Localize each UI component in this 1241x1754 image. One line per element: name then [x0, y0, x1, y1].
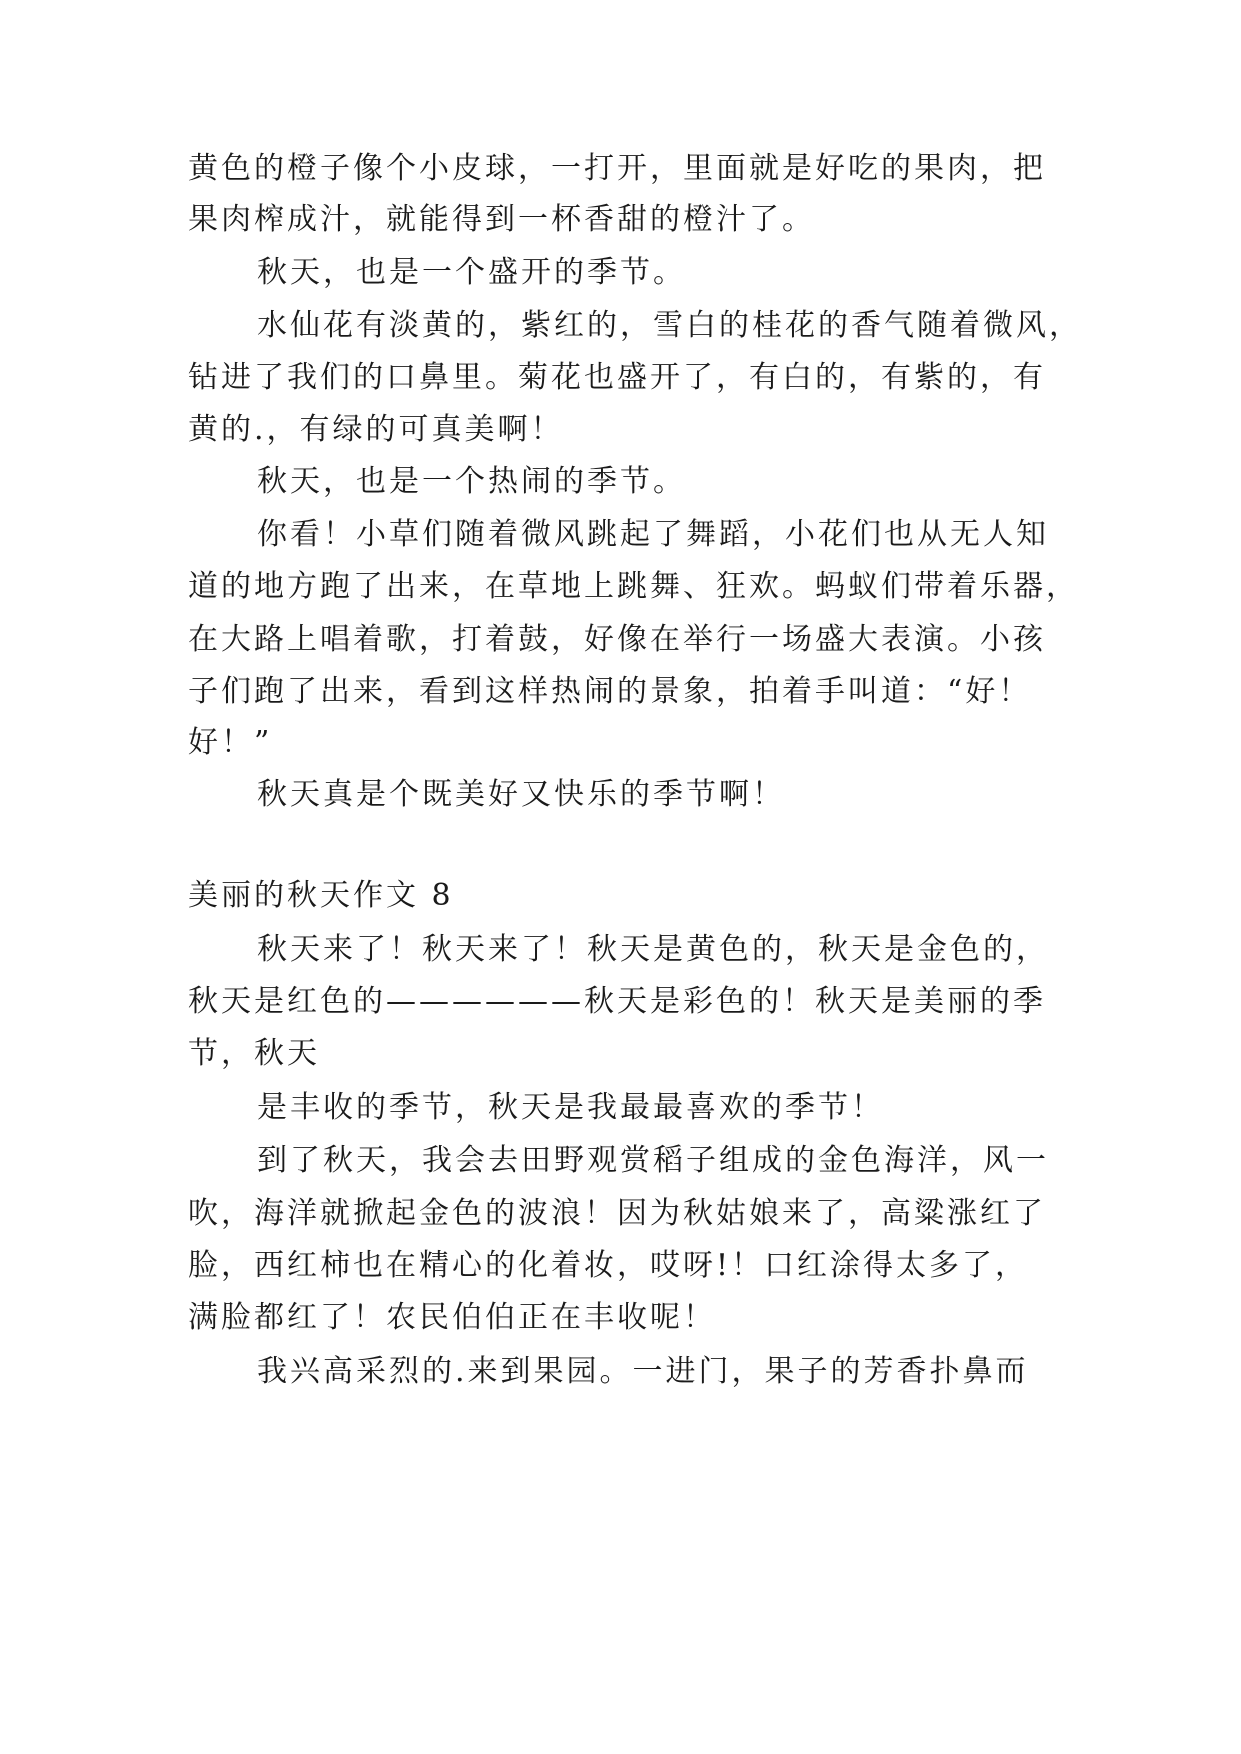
paragraph-line: 秋天是红色的——————秋天是彩色的！秋天是美丽的季	[188, 984, 1046, 1019]
paragraph-line: 秋天真是个既美好又快乐的季节啊！	[257, 777, 785, 812]
paragraph-line: 满脸都红了！农民伯伯正在丰收呢！	[188, 1300, 716, 1335]
paragraph-line: 是丰收的季节，秋天是我最最喜欢的季节！	[257, 1090, 884, 1125]
paragraph-line: 子们跑了出来，看到这样热闹的景象，拍着手叫道：“好！	[188, 674, 1032, 709]
section-heading: 美丽的秋天作文 8	[188, 878, 454, 913]
paragraph-line: 秋天，也是一个热闹的季节。	[257, 464, 686, 499]
paragraph-line: 水仙花有淡黄的，紫红的，雪白的桂花的香气随着微风，	[257, 308, 1082, 343]
paragraph-line: 黄色的橙子像个小皮球，一打开，里面就是好吃的果肉，把	[188, 151, 1046, 186]
paragraph-line: 果肉榨成汁，就能得到一杯香甜的橙汁了。	[188, 202, 815, 237]
paragraph-line: 黄的.，有绿的可真美啊！	[188, 412, 564, 447]
paragraph-line: 我兴高采烈的.来到果园。一进门，果子的芳香扑鼻而	[257, 1354, 1029, 1389]
paragraph-line: 好！”	[188, 725, 273, 760]
paragraph-line: 节，秋天	[188, 1036, 320, 1071]
paragraph-line: 道的地方跑了出来，在草地上跳舞、狂欢。蚂蚁们带着乐器，	[188, 569, 1079, 604]
paragraph-line: 秋天，也是一个盛开的季节。	[257, 255, 686, 290]
paragraph-line: 钻进了我们的口鼻里。菊花也盛开了，有白的，有紫的，有	[188, 360, 1046, 395]
paragraph-line: 到了秋天，我会去田野观赏稻子组成的金色海洋，风一	[257, 1143, 1049, 1178]
paragraph-line: 在大路上唱着歌，打着鼓，好像在举行一场盛大表演。小孩	[188, 622, 1046, 657]
paragraph-line: 秋天来了！秋天来了！秋天是黄色的，秋天是金色的，	[257, 932, 1049, 967]
paragraph-line: 你看！小草们随着微风跳起了舞蹈，小花们也从无人知	[257, 517, 1049, 552]
paragraph-line: 脸，西红柿也在精心的化着妆，哎呀!！口红涂得太多了，	[188, 1248, 1029, 1283]
paragraph-line: 吹，海洋就掀起金色的波浪！因为秋姑娘来了，高粱涨红了	[188, 1196, 1046, 1231]
